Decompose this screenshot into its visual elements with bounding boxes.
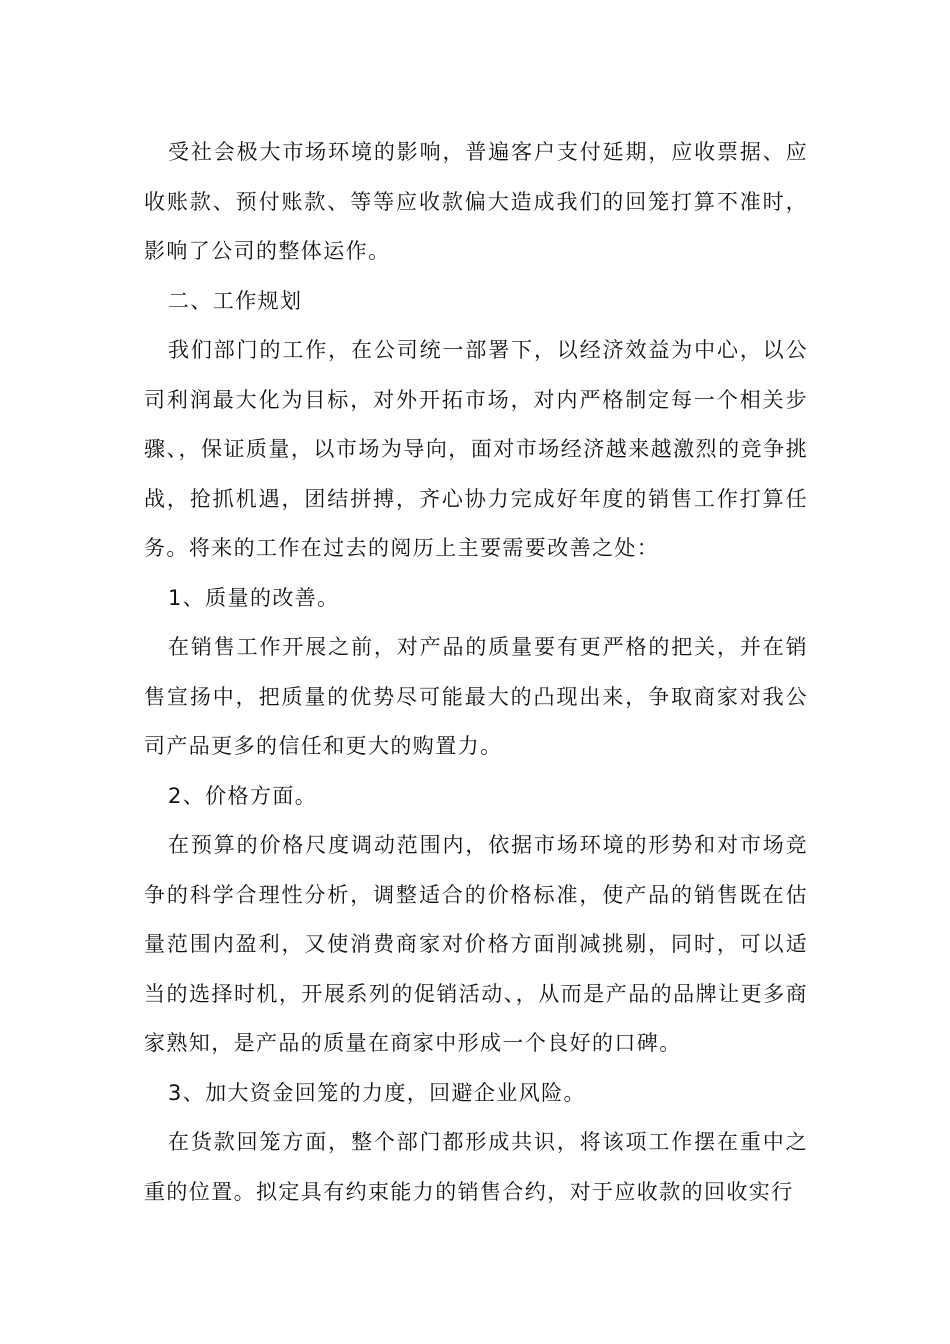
subheading-price: 2、价格方面。 (168, 783, 318, 808)
subheading-funds-recovery: 3、加大资金回笼的力度，回避企业风险。 (168, 1080, 586, 1105)
paragraph-department-work: 我们部门的工作，在公司统一部署下，以经济效益为中心，以公司利润最大化为目标，对外开拓市场，对内严格制定每一个相关步骤、，保证质量，以市场为导向，面对市场经济越来越激烈的竞争挑战，抢抓机遇，团结拼搏，齐心协力完成好年度的销售工作打算任务。将来的工作在过去的阅历上主要需要改善之处： (144, 338, 808, 560)
paragraph-market-impact: 受社会极大市场环境的影响，普遍客户支付延期，应收票据、应收账款、预付账款、等等应收款偏大造成我们的回笼打算不准时，影响了公司的整体运作。 (144, 140, 808, 263)
paragraph-funds-recovery: 在货款回笼方面，整个部门都形成共识，将该项工作摆在重中之重的位置。拟定具有约束能力的销售合约，对于应收款的回收实行 (144, 1130, 808, 1204)
paragraph-quality: 在销售工作开展之前，对产品的质量要有更严格的把关，并在销售宣扬中，把质量的优势尽可能最大的凸现出来，争取商家对我公司产品更多的信任和更大的购置力。 (144, 635, 808, 758)
section-heading-work-plan: 二、工作规划 (168, 288, 303, 313)
paragraph-price: 在预算的价格尺度调动范围内，依据市场环境的形势和对市场竞争的科学合理性分析，调整适合的价格标准，使产品的销售既在估量范围内盈利，又使消费商家对价格方面削减挑剔，同时，可以适当的选择时机，开展系列的促销活动、，从而是产品的品牌让更多商家熟知，是产品的质量在商家中形成一个良好的口碑。 (144, 833, 808, 1055)
document-body (144, 128, 808, 1217)
subheading-quality: 1、质量的改善。 (168, 585, 340, 610)
